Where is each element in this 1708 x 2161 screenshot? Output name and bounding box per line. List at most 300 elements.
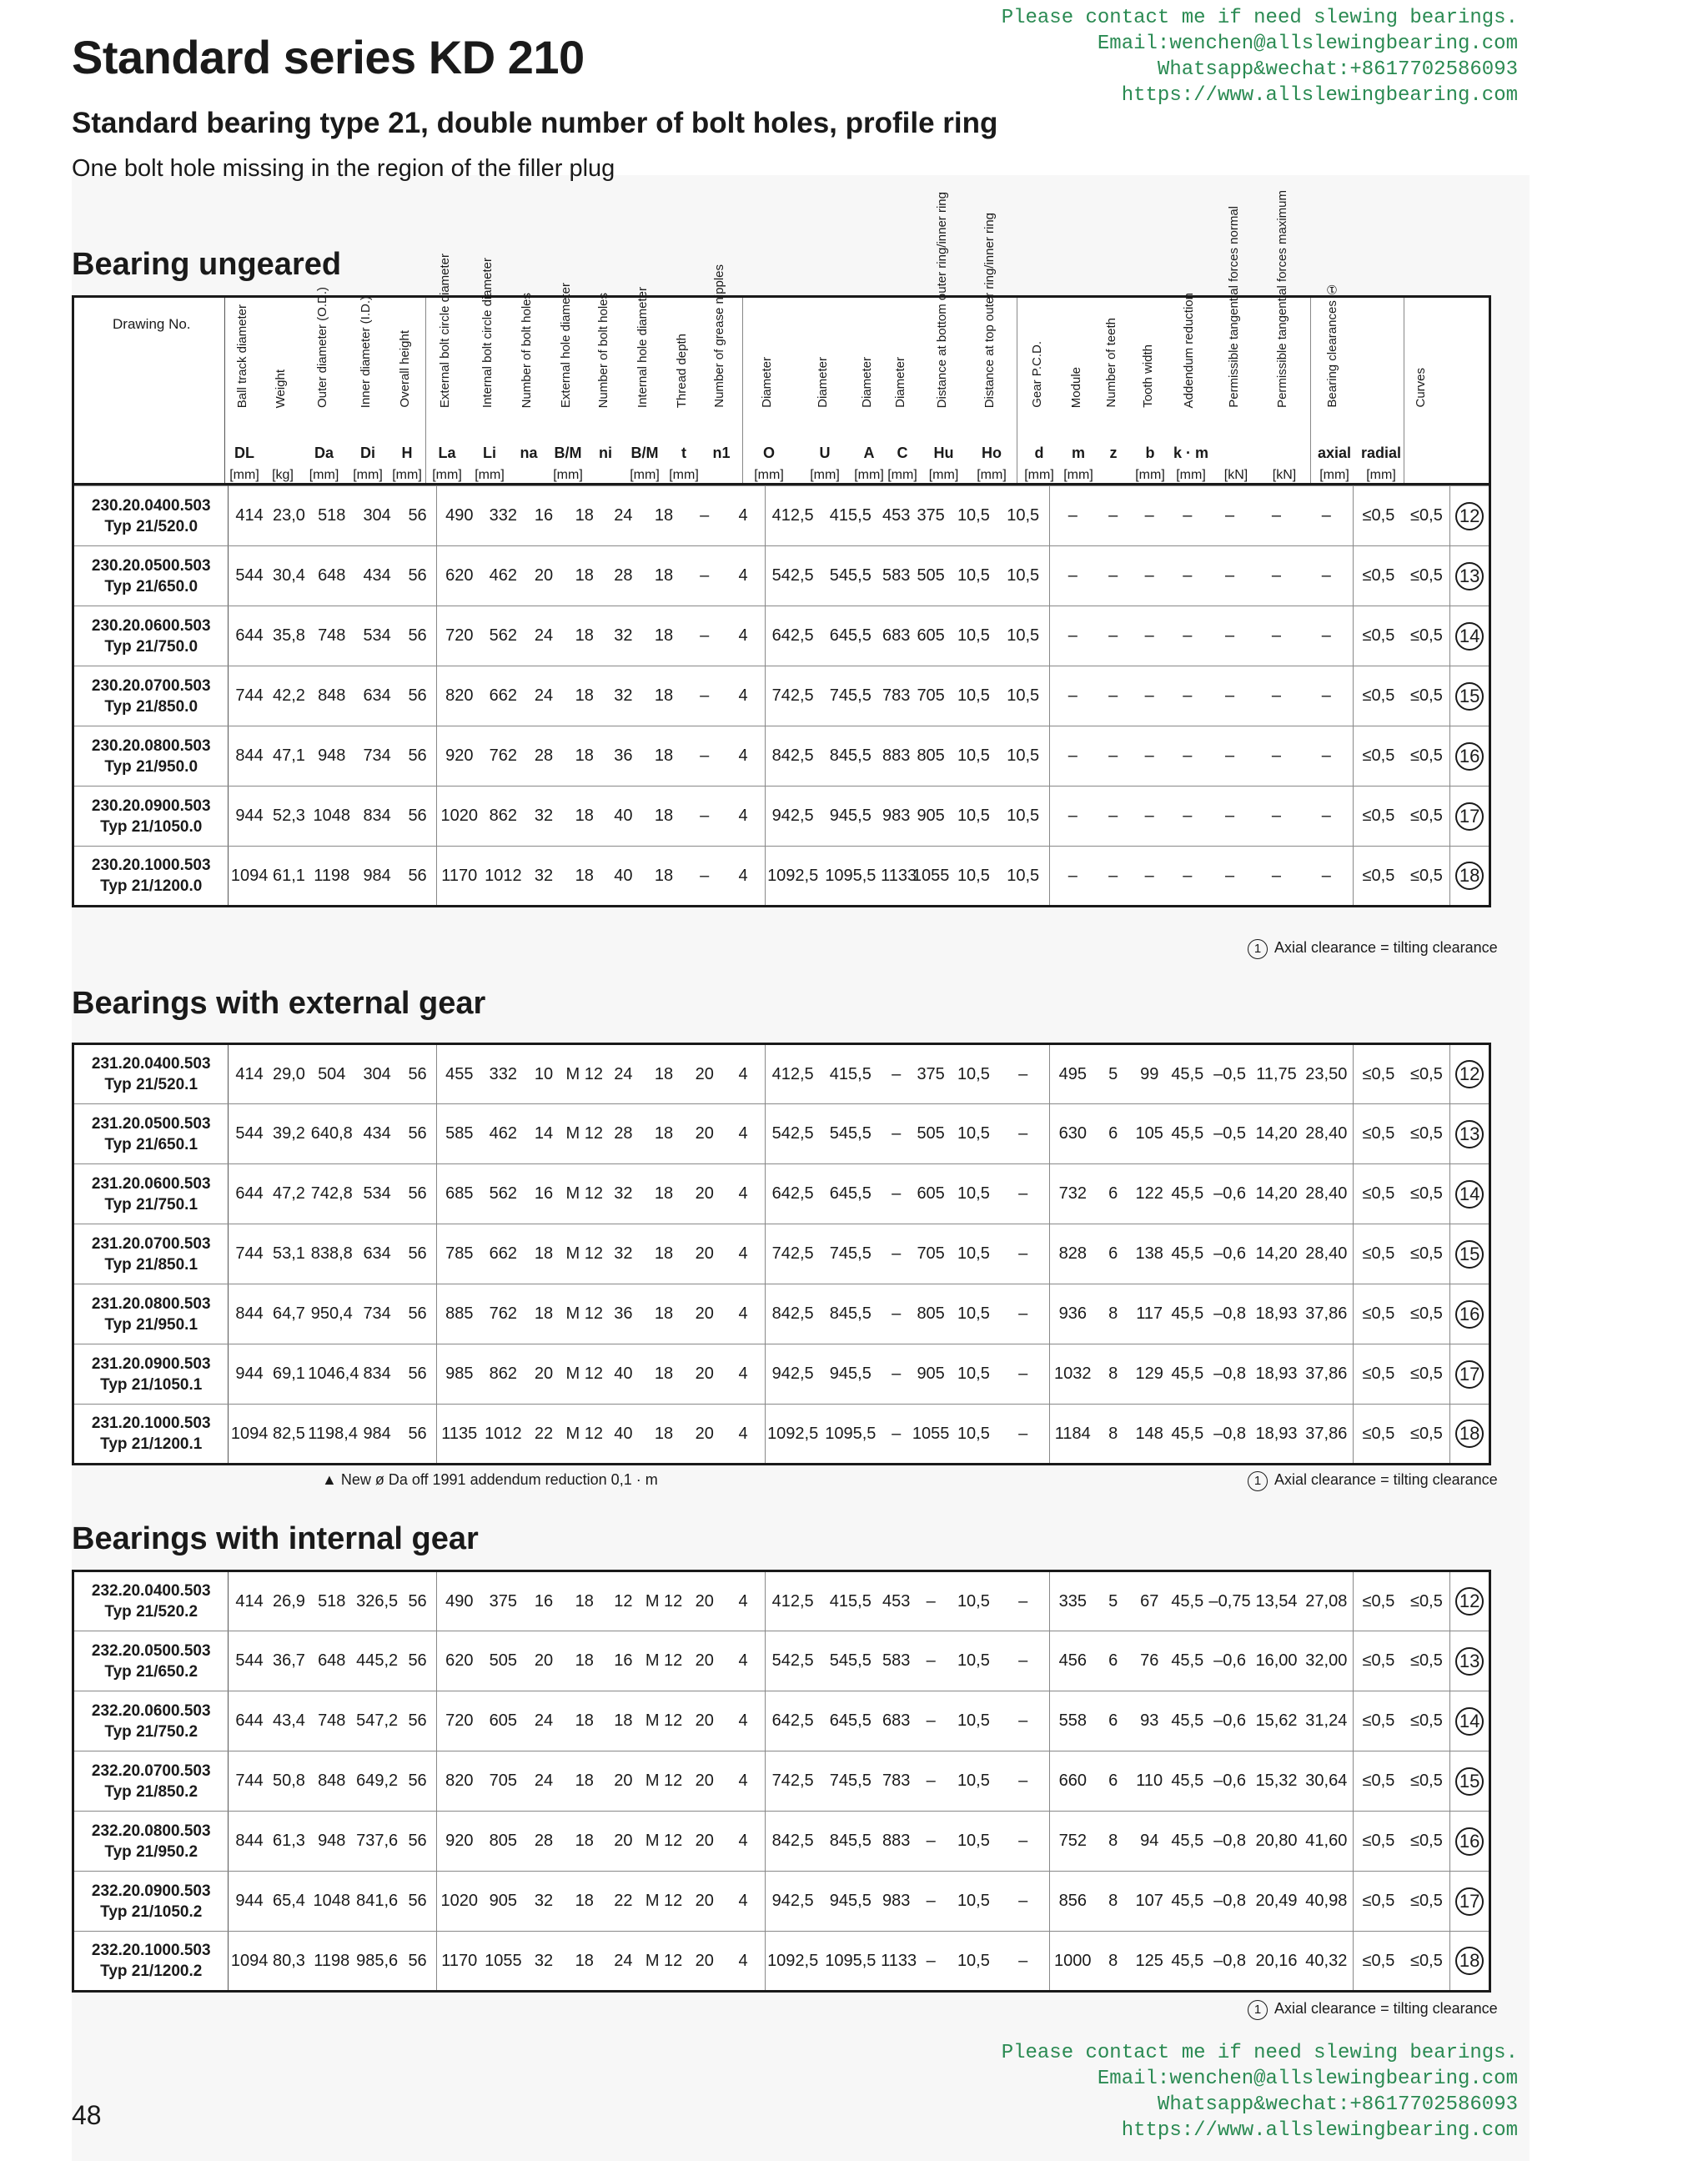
- contact-line: Email:wenchen@allslewingbearing.com: [1097, 33, 1518, 55]
- table-cell: 745,5: [821, 1224, 882, 1284]
- table-cell: 944: [229, 1344, 270, 1405]
- table-cell: 20: [687, 1224, 721, 1284]
- contact-block-bottom: [984, 2040, 1518, 2143]
- table-cell: 28: [525, 726, 563, 787]
- table-cell: 705: [912, 666, 950, 726]
- table-cell: 1020: [437, 787, 482, 847]
- table-cell: –0,6: [1207, 1691, 1253, 1751]
- table-cell: 4: [721, 1932, 765, 1992]
- table-cell: 1198,4: [308, 1405, 355, 1465]
- table-row: [73, 1405, 1490, 1465]
- table-cell: 10: [525, 1044, 563, 1104]
- table-cell: 10,5: [997, 726, 1049, 787]
- table-cell: 304: [355, 1044, 399, 1104]
- table-cell: 56: [399, 1932, 437, 1992]
- table-cell: 630: [1049, 1104, 1096, 1164]
- table-cell: 705: [912, 1224, 950, 1284]
- column-unit: [kN]: [1223, 468, 1248, 482]
- column-label: Diameter: [816, 357, 830, 408]
- table-cell: 4: [721, 1751, 765, 1812]
- table-cell: 634: [355, 666, 399, 726]
- column-label: External bolt circle diameter: [438, 253, 452, 408]
- table-cell: –: [1207, 486, 1253, 546]
- table-cell: 18: [563, 1812, 606, 1872]
- table-cell: 14,20: [1253, 1164, 1300, 1224]
- curve-cell: [1450, 1691, 1490, 1751]
- table-cell: 534: [355, 1164, 399, 1224]
- table-cell: 1095,5: [821, 847, 882, 907]
- table-cell: 842,5: [765, 726, 820, 787]
- table-cell: 148: [1130, 1405, 1168, 1465]
- table-cell: 56: [399, 1571, 437, 1631]
- table-cell: 18: [563, 1932, 606, 1992]
- table-cell: 1092,5: [765, 1932, 820, 1992]
- table-cell: –: [1049, 787, 1096, 847]
- table-cell: 375: [912, 1044, 950, 1104]
- table-cell: 415,5: [821, 486, 882, 546]
- table-cell: –: [1096, 726, 1130, 787]
- table-cell: 820: [437, 666, 482, 726]
- table-cell: 30,4: [270, 546, 309, 606]
- drawing-number-cell: [73, 1104, 229, 1164]
- table-cell: 16: [606, 1631, 640, 1691]
- table-cell: 4: [721, 1104, 765, 1164]
- table-cell: ≤0,5: [1404, 787, 1450, 847]
- table-cell: –: [997, 1044, 1049, 1104]
- table-cell: 45,5: [1168, 1104, 1207, 1164]
- table-cell: 414: [229, 1571, 270, 1631]
- contact-block-top: [984, 5, 1518, 108]
- table-cell: 28: [525, 1812, 563, 1872]
- table-cell: 40: [606, 1344, 640, 1405]
- table-cell: 905: [912, 787, 950, 847]
- table-cell: 1000: [1049, 1932, 1096, 1992]
- table-cell: 20: [687, 1751, 721, 1812]
- table-cell: 841,6: [355, 1872, 399, 1932]
- table-cell: –: [997, 1812, 1049, 1872]
- table-cell: ≤0,5: [1354, 847, 1404, 907]
- table-cell: –: [997, 1751, 1049, 1812]
- section-title: Bearings with internal gear: [72, 1521, 479, 1556]
- table-cell: 18: [640, 1224, 687, 1284]
- table-cell: ≤0,5: [1404, 606, 1450, 666]
- table-cell: 542,5: [765, 1104, 820, 1164]
- table-cell: 660: [1049, 1751, 1096, 1812]
- table-cell: 752: [1049, 1812, 1096, 1872]
- drawing-no-label: Drawing No.: [113, 316, 191, 332]
- table-cell: ≤0,5: [1354, 546, 1404, 606]
- table-cell: 18: [640, 486, 687, 546]
- column-label: Permissible tangential forces normal: [1227, 206, 1241, 408]
- curve-cell: [1450, 1104, 1490, 1164]
- table-cell: 945,5: [821, 1872, 882, 1932]
- table-cell: 742,5: [765, 1224, 820, 1284]
- table-cell: –: [997, 1405, 1049, 1465]
- table-cell: 18: [563, 847, 606, 907]
- table-cell: –: [687, 546, 721, 606]
- table-cell: 10,5: [950, 1224, 997, 1284]
- table-cell: 495: [1049, 1044, 1096, 1104]
- table-cell: 40: [606, 847, 640, 907]
- table-cell: 80,3: [270, 1932, 309, 1992]
- column-label: Distance at top outer ring/inner ring: [982, 212, 997, 408]
- table-row: [73, 1104, 1490, 1164]
- curve-cell: [1450, 847, 1490, 907]
- table-cell: –0,8: [1207, 1405, 1253, 1465]
- table-cell: –: [1168, 486, 1207, 546]
- table-cell: 56: [399, 1104, 437, 1164]
- table-cell: 742,8: [308, 1164, 355, 1224]
- table-cell: M 12: [640, 1932, 687, 1992]
- table-cell: 856: [1049, 1872, 1096, 1932]
- table-cell: 20: [687, 1344, 721, 1405]
- table-cell: 23,0: [270, 486, 309, 546]
- table-cell: 20: [687, 1405, 721, 1465]
- drawing-number-cell: [73, 1932, 229, 1992]
- table-cell: –: [997, 1691, 1049, 1751]
- table-cell: 10,5: [997, 486, 1049, 546]
- table-cell: 905: [481, 1872, 525, 1932]
- contact-line: https://www.allslewingbearing.com: [1121, 2119, 1518, 2142]
- table-cell: 732: [1049, 1164, 1096, 1224]
- table-row: [73, 666, 1490, 726]
- table-cell: 6: [1096, 1691, 1130, 1751]
- table-cell: ≤0,5: [1354, 1164, 1404, 1224]
- table-cell: 862: [481, 787, 525, 847]
- table-cell: 18: [525, 1284, 563, 1344]
- table-cell: 4: [721, 1044, 765, 1104]
- table-cell: 748: [308, 1691, 355, 1751]
- table-cell: 56: [399, 1164, 437, 1224]
- table-cell: 40,98: [1299, 1872, 1353, 1932]
- table-cell: –: [881, 1164, 912, 1224]
- table-cell: 720: [437, 1691, 482, 1751]
- table-cell: –: [912, 1812, 950, 1872]
- table-cell: 848: [308, 1751, 355, 1812]
- table-cell: –: [1096, 666, 1130, 726]
- table-cell: 8: [1096, 1284, 1130, 1344]
- table-cell: ≤0,5: [1354, 1872, 1404, 1932]
- bearing-table: [72, 1043, 1491, 1465]
- table-cell: 734: [355, 726, 399, 787]
- table-cell: ≤0,5: [1404, 1405, 1450, 1465]
- table-cell: 45,5: [1168, 1812, 1207, 1872]
- table-cell: 558: [1049, 1691, 1096, 1751]
- table-cell: –: [1253, 546, 1300, 606]
- table-cell: 18: [640, 1164, 687, 1224]
- type-code: Typ 21/520.2: [104, 1603, 198, 1621]
- table-cell: –0,6: [1207, 1631, 1253, 1691]
- table-cell: 844: [229, 1284, 270, 1344]
- column-label: Weight: [274, 369, 288, 408]
- column-label: External hole diameter: [559, 282, 573, 408]
- column-unit: [mm]: [1176, 468, 1206, 482]
- type-code: Typ 21/750.2: [104, 1722, 198, 1741]
- table-cell: –: [1096, 546, 1130, 606]
- table-cell: –: [1299, 787, 1353, 847]
- table-cell: 56: [399, 1872, 437, 1932]
- column-symbol: d: [1034, 445, 1044, 461]
- bearing-table: [72, 1570, 1491, 1993]
- table-cell: –: [1168, 666, 1207, 726]
- drawing-number: 231.20.0800.503: [91, 1294, 211, 1313]
- type-code: Typ 21/650.1: [104, 1135, 198, 1153]
- table-cell: 1012: [481, 1405, 525, 1465]
- table-cell: ≤0,5: [1354, 1631, 1404, 1691]
- table-cell: 748: [308, 606, 355, 666]
- table-cell: 6: [1096, 1224, 1130, 1284]
- column-unit: [mm]: [1063, 468, 1093, 482]
- table-cell: 16,00: [1253, 1631, 1300, 1691]
- column-unit: [mm]: [928, 468, 959, 482]
- table-cell: 944: [229, 1872, 270, 1932]
- table-cell: 10,5: [950, 847, 997, 907]
- table-cell: 20: [606, 1812, 640, 1872]
- table-cell: 16: [525, 1164, 563, 1224]
- table-cell: 24: [606, 486, 640, 546]
- table-cell: 56: [399, 1631, 437, 1691]
- table-cell: –: [1096, 606, 1130, 666]
- table-cell: ≤0,5: [1354, 1751, 1404, 1812]
- table-cell: M 12: [640, 1571, 687, 1631]
- column-label: Module: [1069, 366, 1083, 408]
- table-cell: –: [997, 1164, 1049, 1224]
- table-cell: –: [1130, 606, 1168, 666]
- column-label: Ball track diameter: [235, 304, 249, 408]
- table-cell: 412,5: [765, 1044, 820, 1104]
- type-code: Typ 21/650.2: [104, 1662, 198, 1681]
- table-cell: 414: [229, 486, 270, 546]
- table-cell: 30,64: [1299, 1751, 1353, 1812]
- table-cell: 1055: [912, 1405, 950, 1465]
- table-cell: 640,8: [308, 1104, 355, 1164]
- table-cell: 56: [399, 666, 437, 726]
- table-cell: 28,40: [1299, 1224, 1353, 1284]
- table-cell: –: [1130, 666, 1168, 726]
- table-cell: 32: [525, 847, 563, 907]
- table-cell: 683: [881, 1691, 912, 1751]
- table-cell: 834: [355, 1344, 399, 1405]
- table-cell: 505: [912, 1104, 950, 1164]
- drawing-number-cell: [73, 486, 229, 546]
- table-cell: 505: [481, 1631, 525, 1691]
- table-cell: M 12: [640, 1691, 687, 1751]
- drawing-number-cell: [73, 1691, 229, 1751]
- drawing-number-cell: [73, 1571, 229, 1631]
- table-cell: 456: [1049, 1631, 1096, 1691]
- table-cell: M 12: [640, 1812, 687, 1872]
- drawing-number: 232.20.0500.503: [91, 1641, 211, 1660]
- type-code: Typ 21/950.0: [104, 757, 198, 776]
- table-cell: 683: [881, 606, 912, 666]
- table-cell: 4: [721, 1631, 765, 1691]
- table-cell: 304: [355, 486, 399, 546]
- table-cell: 82,5: [270, 1405, 309, 1465]
- drawing-number: 232.20.0600.503: [91, 1701, 211, 1720]
- table-cell: 20: [687, 1872, 721, 1932]
- table-cell: 56: [399, 726, 437, 787]
- table-cell: M 12: [563, 1284, 606, 1344]
- drawing-number-cell: [73, 1044, 229, 1104]
- table-cell: 18: [640, 1344, 687, 1405]
- table-cell: 845,5: [821, 1812, 882, 1872]
- table-cell: –0,5: [1207, 1104, 1253, 1164]
- table-cell: 18: [640, 787, 687, 847]
- contact-line: Please contact me if need slewing bearings.: [1001, 2042, 1518, 2064]
- page-number: 48: [72, 2100, 102, 2130]
- column-symbol: Li: [483, 445, 496, 461]
- table-cell: 99: [1130, 1044, 1168, 1104]
- table-cell: 18: [640, 1284, 687, 1344]
- column-symbol: La: [438, 445, 456, 461]
- table-cell: 785: [437, 1224, 482, 1284]
- table-cell: 583: [881, 546, 912, 606]
- table-cell: 94: [1130, 1812, 1168, 1872]
- column-label: Number of bolt holes: [520, 292, 534, 408]
- table-cell: –: [912, 1631, 950, 1691]
- table-cell: 10,5: [950, 1751, 997, 1812]
- table-cell: 649,2: [355, 1751, 399, 1812]
- table-cell: 920: [437, 1812, 482, 1872]
- table-cell: 37,86: [1299, 1405, 1353, 1465]
- table-row: [73, 1344, 1490, 1405]
- curve-number: 16: [1455, 1300, 1484, 1329]
- table-cell: 605: [912, 606, 950, 666]
- table-cell: 18: [563, 546, 606, 606]
- table-cell: 18: [563, 787, 606, 847]
- table-cell: 40: [606, 1405, 640, 1465]
- table-cell: ≤0,5: [1354, 726, 1404, 787]
- table-cell: 56: [399, 1224, 437, 1284]
- table-cell: 56: [399, 606, 437, 666]
- curve-cell: [1450, 787, 1490, 847]
- table-cell: 16: [525, 1571, 563, 1631]
- column-symbol: Da: [314, 445, 334, 461]
- table-cell: 1198: [308, 847, 355, 907]
- table-cell: 504: [308, 1044, 355, 1104]
- type-code: Typ 21/850.2: [104, 1782, 198, 1801]
- column-symbol: ni: [599, 445, 612, 461]
- curve-cell: [1450, 1044, 1490, 1104]
- table-cell: 8: [1096, 1812, 1130, 1872]
- table-cell: 490: [437, 486, 482, 546]
- table-cell: 848: [308, 666, 355, 726]
- table-cell: 45,5: [1168, 1932, 1207, 1992]
- column-symbol: axial: [1317, 445, 1352, 461]
- table-cell: 10,5: [950, 666, 997, 726]
- curve-number: 18: [1455, 1947, 1484, 1975]
- table-cell: 8: [1096, 1872, 1130, 1932]
- column-label: Internal bolt circle diameter: [480, 257, 495, 408]
- table-cell: 18: [640, 606, 687, 666]
- column-symbol: z: [1109, 445, 1118, 461]
- table-cell: 820: [437, 1751, 482, 1812]
- table-cell: 505: [912, 546, 950, 606]
- table-cell: 18: [640, 1104, 687, 1164]
- table-cell: 984: [355, 847, 399, 907]
- table-cell: 762: [481, 1284, 525, 1344]
- table-cell: 948: [308, 726, 355, 787]
- table-cell: 45,5: [1168, 1344, 1207, 1405]
- table-cell: 414: [229, 1044, 270, 1104]
- table-cell: 24: [525, 1751, 563, 1812]
- table-cell: 942,5: [765, 787, 820, 847]
- table-cell: 642,5: [765, 1164, 820, 1224]
- table-cell: ≤0,5: [1404, 666, 1450, 726]
- table-cell: ≤0,5: [1404, 1044, 1450, 1104]
- table-cell: 1184: [1049, 1405, 1096, 1465]
- column-symbol: C: [897, 445, 908, 461]
- table-cell: 18: [563, 666, 606, 726]
- table-row: [73, 606, 1490, 666]
- table-cell: 40: [606, 787, 640, 847]
- table-row: [73, 1691, 1490, 1751]
- table-cell: 36,7: [270, 1631, 309, 1691]
- type-code: Typ 21/750.1: [104, 1195, 198, 1214]
- table-cell: 842,5: [765, 1284, 820, 1344]
- table-cell: –: [912, 1751, 950, 1812]
- table-row: [73, 546, 1490, 606]
- table-cell: 1170: [437, 847, 482, 907]
- table-cell: –0,8: [1207, 1284, 1253, 1344]
- type-code: Typ 21/950.1: [104, 1315, 198, 1334]
- table-cell: 20: [687, 1284, 721, 1344]
- table-cell: 944: [229, 787, 270, 847]
- table-row: [73, 1872, 1490, 1932]
- table-cell: 28,40: [1299, 1104, 1353, 1164]
- column-symbol: O: [762, 445, 775, 461]
- table-cell: 47,2: [270, 1164, 309, 1224]
- table-cell: M 12: [563, 1224, 606, 1284]
- column-label: Addendum reduction: [1182, 292, 1196, 408]
- column-label: Diameter: [893, 357, 907, 408]
- column-label: Thread depth: [675, 333, 689, 408]
- table-cell: ≤0,5: [1354, 1691, 1404, 1751]
- table-cell: 32,00: [1299, 1631, 1353, 1691]
- table-cell: –: [1049, 606, 1096, 666]
- table-cell: 662: [481, 666, 525, 726]
- drawing-number-cell: [73, 1284, 229, 1344]
- table-cell: 56: [399, 1284, 437, 1344]
- type-code: Typ 21/850.0: [104, 697, 198, 716]
- table-cell: –0,5: [1207, 1044, 1253, 1104]
- column-label: Inner diameter (I.D.): [359, 295, 373, 408]
- table-cell: ≤0,5: [1354, 486, 1404, 546]
- footnote-text: Axial clearance = tilting clearance: [1274, 2000, 1498, 2017]
- column-unit: [mm]: [854, 468, 884, 482]
- table-cell: 42,2: [270, 666, 309, 726]
- table-cell: 37,86: [1299, 1284, 1353, 1344]
- column-unit: [mm]: [432, 468, 462, 482]
- drawing-number-cell: [73, 726, 229, 787]
- curve-number: 13: [1455, 1647, 1484, 1676]
- table-cell: 107: [1130, 1872, 1168, 1932]
- drawing-number-cell: [73, 606, 229, 666]
- table-cell: 644: [229, 1691, 270, 1751]
- footnote-text: Axial clearance = tilting clearance: [1274, 939, 1498, 956]
- drawing-number-cell: [73, 1344, 229, 1405]
- drawing-number-cell: [73, 666, 229, 726]
- table-cell: 545,5: [821, 1631, 882, 1691]
- table-cell: ≤0,5: [1354, 1044, 1404, 1104]
- column-symbol: t: [681, 445, 686, 461]
- table-cell: 642,5: [765, 606, 820, 666]
- table-cell: 14,20: [1253, 1224, 1300, 1284]
- drawing-number: 230.20.0600.503: [91, 616, 211, 635]
- table-cell: 11,75: [1253, 1044, 1300, 1104]
- drawing-number-cell: [73, 1631, 229, 1691]
- table-cell: –: [997, 1571, 1049, 1631]
